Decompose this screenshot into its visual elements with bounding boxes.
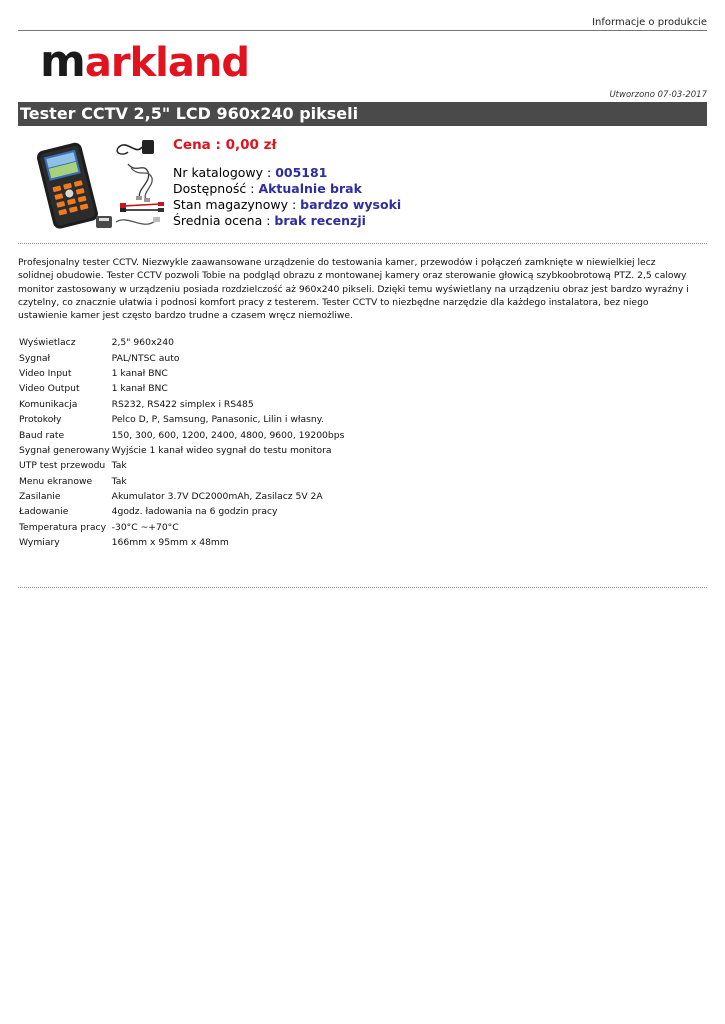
rating-label: Średnia ocena : (173, 213, 275, 228)
header-divider (18, 30, 707, 31)
spec-row (18, 427, 345, 442)
spec-row (18, 520, 345, 535)
divider-bottom (18, 587, 707, 588)
spec-value: 150, 300, 600, 1200, 2400, 4800, 9600, 19200bps (111, 429, 345, 441)
spec-value: 1 kanał BNC (111, 383, 168, 395)
spec-key: Sygnał generowany (19, 444, 110, 456)
spec-value: 1 kanał BNC (111, 367, 168, 379)
spec-key: UTP test przewodu (19, 460, 106, 472)
spec-key: Video Output (19, 383, 80, 395)
stock-value: bardzo wysoki (300, 197, 402, 212)
spec-key: Menu ekranowe (19, 475, 93, 487)
catalog-number-value: 005181 (275, 165, 328, 180)
spec-value: RS232, RS422 simplex i RS485 (111, 398, 254, 410)
stock-row (173, 197, 401, 213)
spec-key: Baud rate (19, 429, 65, 441)
stock-label: Stan magazynowy : (173, 197, 301, 212)
spec-key: Komunikacja (19, 398, 78, 410)
spec-row (18, 489, 345, 504)
spec-key: Wyświetlacz (19, 337, 76, 349)
rating-value: brak recenzji (274, 213, 366, 228)
spec-row (18, 504, 345, 519)
catalog-number-row (173, 165, 401, 181)
spec-row (18, 443, 345, 458)
spec-value: 166mm x 95mm x 48mm (111, 537, 229, 549)
spec-row (18, 381, 345, 396)
spec-value: Akumulator 3.7V DC2000mAh, Zasilacz 5V 2A (111, 491, 323, 503)
availability-label: Dostępność : (173, 181, 259, 196)
spec-key: Sygnał (19, 352, 51, 364)
product-info (173, 137, 401, 229)
product-price: Cena : 0,00 zł (173, 137, 277, 153)
spec-row (18, 366, 345, 381)
spec-value: 2,5" 960x240 (111, 337, 174, 349)
created-date: Utworzono 07-03-2017 (609, 90, 707, 100)
spec-row (18, 458, 345, 473)
rating-row (173, 213, 401, 229)
spec-value: -30°C ~+70°C (111, 521, 179, 533)
spec-row (18, 350, 345, 365)
spec-key: Video Input (19, 367, 72, 379)
spec-value: Wyjście 1 kanał wideo sygnał do testu monitora (111, 444, 332, 456)
spec-row (18, 335, 345, 350)
logo-letter-m: m (40, 36, 85, 87)
product-description: Profesjonalny tester CCTV. Niezwykle zaawansowane urządzenie do testowania kamer, przewodów i połączeń zamknięte w niewielkiej lecz solidnej obudowie. Tester CCTV pozwoli Tobie na podgląd obrazu z montowanej kamery oraz sterowanie głowicą szybkoobrotową PTZ. 2,5 calowy monitor zastosowany w urządzeniu posiada rozdzielczość aż 960x240 pikseli. Dzięki temu wyświetlany na urządzeniu obraz jest bardzo wyraźny i czytelny, co znacznie ułatwia i podnosi komfort pracy z testerem. Tester CCTV to niezbędne narzędzie dla każdego instalatora, bez niego ustawienie kamer jest często bardzo trudne a czasem wręcz niemożliwe. (18, 257, 689, 322)
spec-row (18, 412, 345, 427)
spec-row (18, 535, 345, 550)
spec-value: 4godz. ładowania na 6 godzin pracy (111, 506, 278, 518)
product-title: Tester CCTV 2,5" LCD 960x240 pikseli (18, 102, 707, 126)
availability-value: Aktualnie brak (258, 181, 362, 196)
spec-value: PAL/NTSC auto (111, 352, 180, 364)
spec-key: Temperatura pracy (19, 521, 107, 533)
spec-key: Protokoły (19, 414, 62, 426)
spec-key: Zasilanie (19, 491, 61, 503)
availability-row (173, 181, 401, 197)
logo-text: arkland (84, 40, 249, 86)
divider-top (18, 243, 707, 244)
product-image (36, 134, 166, 236)
spec-key: Wymiary (19, 537, 60, 549)
spec-value: Pelco D, P, Samsung, Panasonic, Lilin i własny. (111, 414, 324, 426)
spec-row (18, 474, 345, 489)
catalog-number-label: Nr katalogowy : (173, 165, 276, 180)
spec-value: Tak (111, 460, 127, 472)
header-label: Informacje o produkcie (592, 17, 707, 28)
markland-logo[interactable] (40, 36, 249, 87)
spec-value: Tak (111, 475, 127, 487)
spec-row (18, 397, 345, 412)
specs-table (18, 335, 345, 550)
spec-key: Ładowanie (19, 506, 69, 518)
